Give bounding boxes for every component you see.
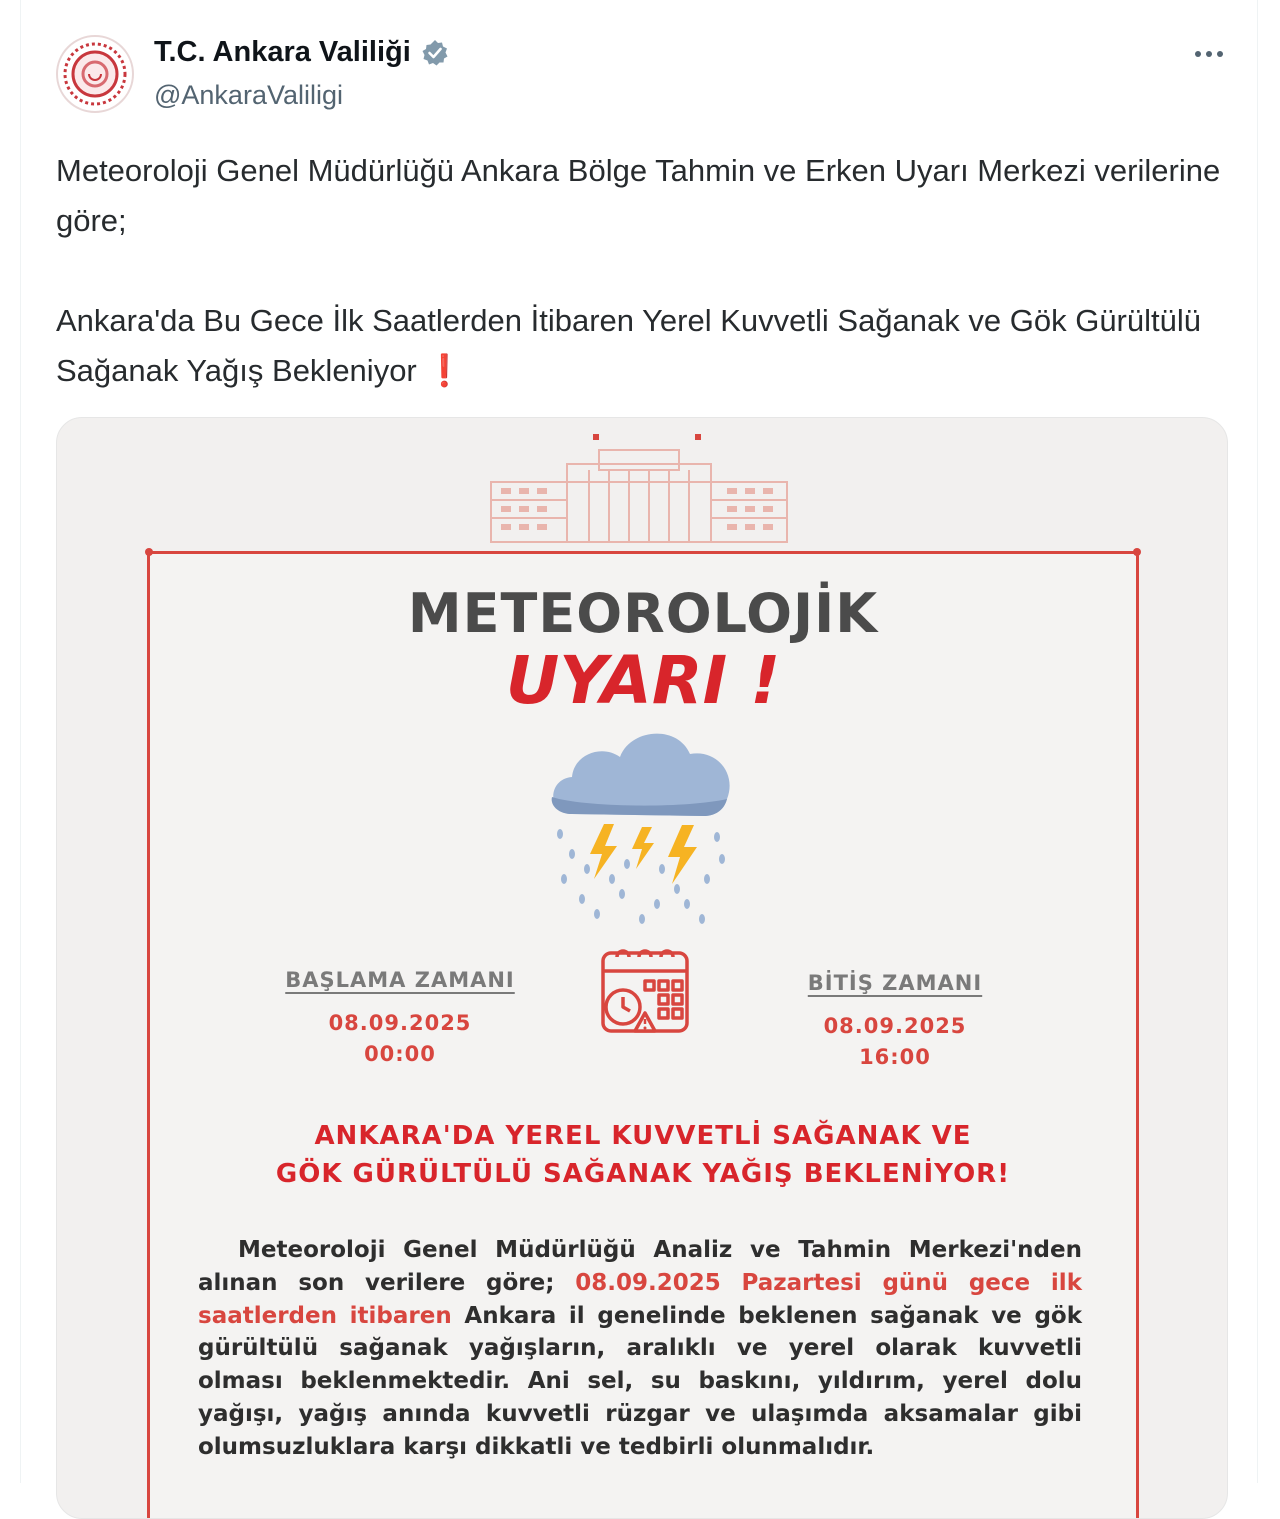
display-name[interactable] [154,36,449,69]
start-hour: 00:00 [364,1042,436,1066]
headline-line-1: ANKARA'DA YEREL KUVVETLİ SAĞANAK VE [314,1121,972,1151]
poster-body [198,1234,1082,1464]
start-time-label: BAŞLAMA ZAMANI [285,968,515,992]
poster-headline [150,1117,1136,1193]
exclamation-emoji: ❗ [425,353,464,388]
tweet-image[interactable] [56,417,1228,1519]
more-options-icon[interactable] [1189,40,1229,68]
body-highlight: 08.09.2025 Pazartesi günü gece ilk saatlerden itibaren [198,1269,1082,1329]
display-name-text: T.C. Ankara Valiliği [154,36,411,68]
headline-line-2: GÖK GÜRÜLTÜLÜ SAĞANAK YAĞIŞ BEKLENİYOR! [275,1159,1011,1189]
end-date: 08.09.2025 [823,1014,967,1038]
ankara-seal-icon [55,34,135,114]
poster-subtitle: UYARI ! [505,642,781,719]
end-time-block [765,971,1025,1073]
start-time-block [270,968,530,1070]
start-date: 08.09.2025 [328,1011,472,1035]
handle[interactable]: @AnkaraValiligi [154,80,343,110]
government-building-icon [489,430,789,545]
body-part-2: Ankara il genelinde beklenen sağanak ve gök gürültülü sağanak yağışların, aralıklı ve yerel olarak kuvvetli olması beklenmektedir. Ani sel, su baskını, yıldırım, yerel dolu yağışı, yağış anında kuvvetli rüzgar ve ulaşımda aksamalar gibi olumsuzluklara karşı dikkatli ve tedbirli olunmalıdır. [198,1302,1083,1460]
tweet-paragraph-2 [56,296,1236,396]
body-part-1: Meteoroloji Genel Müdürlüğü Analiz ve Tahmin Merkezi'nden alınan son verilere göre; [198,1237,1082,1296]
end-hour: 16:00 [859,1045,931,1069]
verified-badge-icon [421,39,449,67]
tweet-card[interactable] [20,0,1258,1483]
warning-poster [147,551,1139,1519]
end-time-label: BİTİŞ ZAMANI [807,971,983,995]
poster-title: METEOROLOJİK [407,582,879,645]
tweet-paragraph-2-text: Ankara'da Bu Gece İlk Saatlerden İtibaren Yerel Kuvvetli Sağanak ve Gök Gürültülü Sağanak Yağış Bekleniyor [56,303,1201,388]
calendar-clock-warning-icon [595,939,695,1039]
tweet-text [56,146,1236,396]
thunderstorm-cloud-icon [542,719,742,929]
avatar[interactable] [55,34,135,114]
tweet-paragraph-1: Meteoroloji Genel Müdürlüğü Ankara Bölge Tahmin ve Erken Uyarı Merkezi verilerine göre; [56,153,1221,238]
